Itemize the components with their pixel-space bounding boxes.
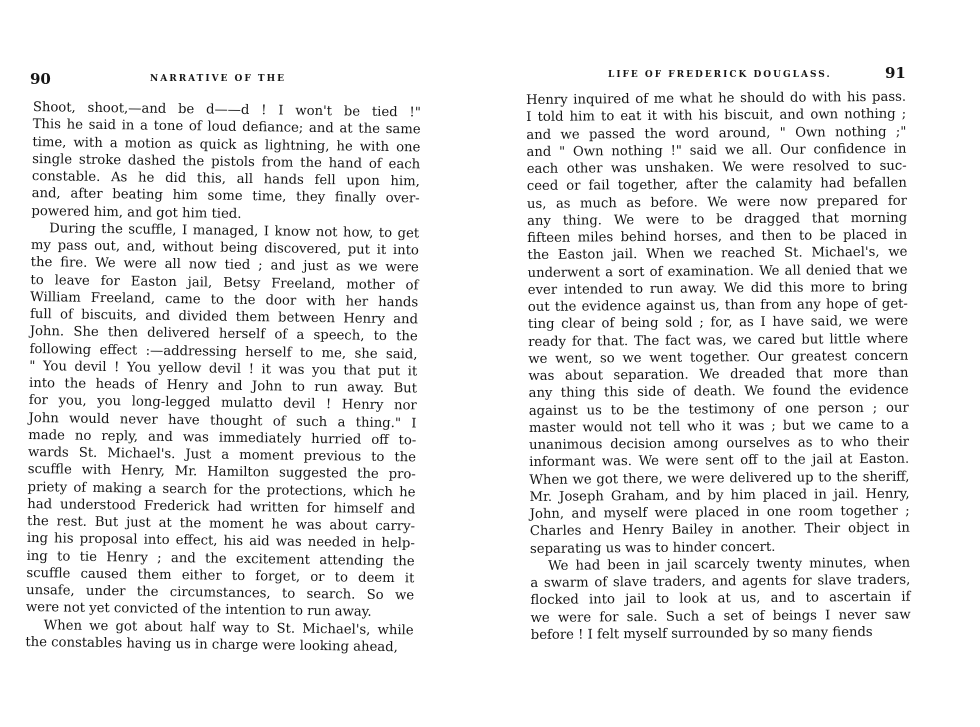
text-line: William Freeland, came to the door with her hands [30,289,419,311]
text-line: scuffle caused them either to forget, or to deem it [26,565,415,587]
text-line: ing his proposal into effect, his aid was needed in help- [26,531,415,552]
text-line: had understood Frederick had written for himself and [27,496,416,518]
text-line: any thing this side of death. We found the evidence [528,382,909,402]
text-line: any thing. We were to be dragged that morning [527,210,908,229]
text-line: the Easton jail. When we reached St. Michael's, we [527,244,908,264]
body-text [526,89,911,644]
text-line: for you, you long-legged mulatto devil ! Henry nor [28,393,417,414]
running-head: NARRATIVE OF THE [150,74,286,84]
text-line: During the scuffle, I managed, I know not how, to get [49,220,420,242]
text-line: " You devil ! You yellow devil ! it was you that put it [29,358,418,380]
text-line: out the evidence against us, than from any hope of get- [527,296,908,315]
running-head: LIFE OF FREDERICK DOUGLASS. [608,70,832,80]
text-line: separating us was to hinder concert. [529,539,776,557]
text-line: a swarm of slave traders, and agents for slave traders, [530,572,911,591]
text-line: When we got there, we were delivered up to the sheriff, [529,469,910,488]
text-line: ever intended to run away. We did this more to bring [527,279,908,298]
text-line: were not yet convicted of the intention to run away. [25,600,372,621]
page-number: 90 [30,70,51,88]
text-line: made no reply, and was immediately hurried off to- [28,427,417,449]
text-line: and we passed the word around, " Own nothing ;" [526,124,907,143]
text-line: John. She then delivered herself of a speech, to the [29,324,418,345]
text-line: When we got about half way to St. Michael's, while [43,617,414,638]
text-line: was about separation. We dreaded that more than [528,365,909,384]
text-line: into the heads of Henry and John to run away. But [28,375,418,397]
text-line: ready for that. The fact was, we cared but little where [528,331,909,350]
text-line: us, as much as before. We were now prepared for [526,193,908,212]
text-line: Mr. Joseph Graham, and by him placed in jail. Henry, [529,486,910,505]
text-line: full of biscuits, and divided them between Henry and [29,306,419,328]
text-line: time, with a motion as quick as lightning, he with one [32,134,421,155]
text-line: unsafe, under the circumstances, to search. So we [26,582,415,604]
text-line: flocked into jail to look at us, and to ascertain if [530,589,911,609]
text-line: the constables having us in charge were looking ahead, [25,634,398,655]
text-line: the rest. But just at the moment he was about carry- [26,513,416,535]
text-line: priety of making a search for the protections, which he [27,479,416,500]
text-line: we went, so we went together. Our greatest concern [528,348,909,367]
text-line: and, after beating him some time, they finally over- [31,186,420,207]
text-line: Henry inquired of me what he should do with his pass. [526,89,907,108]
text-line: we were for sale. Such a set of beings I never saw [530,607,911,626]
text-line: scuffle with Henry, Mr. Hamilton suggested the pro- [27,462,416,483]
text-line: We had been in jail scarcely twenty minutes, when [548,555,911,574]
text-line: my pass out, and, without being discovered, put it into [30,237,420,259]
text-line: powered him, and got him tied. [31,203,242,222]
text-line: against us to be the testimony of one person ; our [528,400,909,419]
text-line: ing to tie Henry ; and the excitement attending the [26,548,415,569]
text-line: John, and myself were placed in one room together ; [529,503,910,522]
text-line: the fire. We were all now tied ; and just as we were [30,255,419,276]
text-line: master would not tell who it was ; but we came to a [528,417,909,436]
text-line: fifteen miles behind horses, and then to be placed in [527,227,908,246]
text-line: Shoot, shoot,—and be d——d ! I won't be tied !" [32,99,421,121]
text-line: before ! I felt myself surrounded by so many fiends [530,624,873,643]
text-line: to leave for Easton jail, Betsy Freeland, mother of [30,272,419,293]
text-line: informant was. We were sent off to the jail at Easton. [529,451,910,471]
text-line: constable. As he did this, all hands fell upon him, [31,168,420,190]
text-line: John would never have thought of such a thing." I [28,410,417,431]
text-line: following effect :—addressing herself to me, she said, [29,341,418,362]
right-page [490,0,980,727]
body-text [25,99,421,656]
text-line: single stroke dashed the pistols from the hand of each [32,151,421,173]
text-line: Charles and Henry Bailey in another. Their object in [529,520,910,540]
page-number: 91 [885,64,906,82]
text-line: unanimous decision among ourselves as to who their [529,434,910,453]
text-line: ceed or fail together, after the calamity had befallen [526,175,907,195]
text-line: wards St. Michael's. Just a moment previous to the [27,444,417,466]
text-line: I told him to eat it with his biscuit, and own nothing ; [526,106,907,126]
text-line: each other was unshaken. We were resolved to suc- [526,158,907,177]
text-line: ting clear of being sold ; for, as I have said, we were [527,313,909,333]
text-line: underwent a sort of examination. We all denied that we [527,262,908,281]
text-line: and " Own nothing !" said we all. Our confidence in [526,141,907,160]
text-line: This he said in a tone of loud defiance; and at the same [32,117,421,138]
